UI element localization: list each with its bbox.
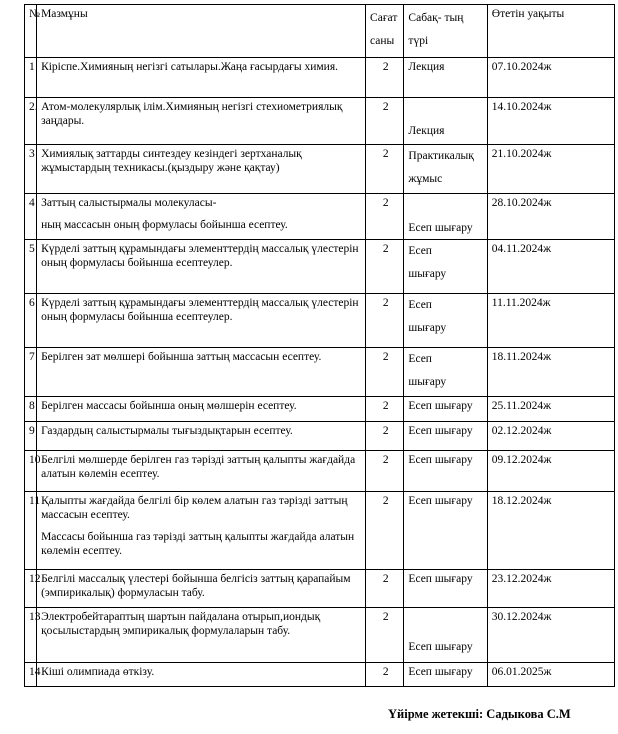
row-topic [37,240,366,294]
row-type-line-2: шығару [408,322,447,334]
header-type-line-2: түрі [408,35,429,47]
paragraph-gap [41,210,361,218]
row-topic [37,422,366,451]
table-row [25,58,615,98]
row-hours: 2 [366,294,404,348]
row-num: 4 [25,194,37,240]
row-type-text: Есеп шығару [408,222,473,234]
row-type-line-1: Есеп [408,353,432,365]
row-topic-line-2: ның массасын оның формуласы бойынша есептеу. [41,219,288,231]
table-row [25,145,615,194]
row-date: 02.12.2024ж [487,422,614,451]
row-topic [37,98,366,145]
row-type [404,397,487,422]
row-topic-text: Газдардың салыстырмалы тығыздықтарын есептеу. [41,425,293,437]
row-topic-text: Белгілі мөлшерде берілген газ тәрізді заттың қалыпты жағдайда алатын көлемін есептеу. [41,454,356,480]
row-topic [37,663,366,687]
row-topic [37,608,366,663]
row-num: 2. [25,98,37,145]
row-topic-text: Күрделі заттың құрамындағы элементтердің массалық үлестерін оның формуласы бойынша есептеулер. [41,243,359,269]
row-type-text: Есеп шығару [408,666,473,678]
row-topic-line-2: Массасы бойынша газ тәрізді заттың қалыпты жағдайда алатын көлемін есептеу. [41,531,355,557]
row-type [404,58,487,98]
header-type-line-1: Сабақ- тың [408,12,464,24]
row-type-text: Есеп шығару [408,425,473,437]
row-date: 07.10.2024ж [487,58,614,98]
header-date: Өтетін уақыты [487,5,614,58]
table-row [25,348,615,397]
table-row [25,397,615,422]
row-date: 09.12.2024ж [487,451,614,492]
row-topic-text: Химиялық заттарды синтездеу кезіндегі зертханалық жұмыстардың техникасы.(қыздыру және қақтау) [41,148,302,174]
row-type [404,492,487,570]
table-row [25,570,615,608]
row-hours: 2 [366,397,404,422]
row-topic-text: Берілген массасы бойынша оның мөлшерін есептеу. [41,400,297,412]
row-date: 30.12.2024ж [487,608,614,663]
table-row [25,294,615,348]
header-type [404,5,487,58]
table-row [25,492,615,570]
row-type [404,98,487,145]
row-num: 9 [25,422,37,451]
row-num: 6 [25,294,37,348]
row-topic [37,194,366,240]
row-hours: 2 [366,492,404,570]
table-row [25,98,615,145]
header-topic: Мазмұны [37,5,366,58]
row-date: 23.12.2024ж [487,570,614,608]
row-type-line-1: Есеп [408,245,432,257]
row-type [404,348,487,397]
row-num: 13 [25,608,37,663]
row-num: 7 [25,348,37,397]
row-hours: 2 [366,145,404,194]
row-type-line-1: Практикалық [408,150,474,162]
row-num: 12 [25,570,37,608]
header-hours-line-1: Сағат [370,12,398,24]
row-type [404,194,487,240]
club-leader-signature: Үйірме жетекшi: Садыкова С.М [388,707,571,721]
table-row [25,240,615,294]
row-date: 14.10.2024ж [487,98,614,145]
header-hours [366,5,404,58]
row-type [404,663,487,687]
row-topic [37,492,366,570]
row-type-line-2: жұмыс [408,173,443,185]
row-topic-text: Кіші олимпиада өткізу. [41,666,155,678]
row-topic-text: Электробейтараптың шартын пайдалана отырып,иондық қосылыстардың эмпирикалық формулаларын табу. [41,611,321,637]
paragraph-gap [41,522,361,530]
row-topic [37,348,366,397]
row-hours: 2 [366,194,404,240]
row-hours: 2 [366,58,404,98]
header-hours-line-2: саны [370,35,395,47]
row-num: 3 [25,145,37,194]
table-row [25,194,615,240]
row-topic [37,58,366,98]
schedule-table [24,4,615,687]
row-hours: 2 [366,98,404,145]
header-num: № [25,5,37,58]
row-num: 14 [25,663,37,687]
row-hours: 2 [366,608,404,663]
row-type [404,145,487,194]
row-hours: 2 [366,240,404,294]
row-date: 28.10.2024ж [487,194,614,240]
row-num: 8 [25,397,37,422]
row-type [404,240,487,294]
row-num: 1 [25,58,37,98]
row-date: 06.01.2025ж [487,663,614,687]
row-topic-text: Берілген зат мөлшері бойынша заттың массасын есептеу. [41,351,322,363]
row-type-line-2: шығару [408,376,447,388]
row-num: 5 [25,240,37,294]
row-topic [37,570,366,608]
table-row [25,663,615,687]
row-type [404,294,487,348]
row-type-text: Есеп шығару [408,573,473,585]
row-type-line-1: Есеп [408,299,432,311]
table-row [25,608,615,663]
row-date: 11.11.2024ж [487,294,614,348]
row-topic [37,451,366,492]
row-hours: 2 [366,422,404,451]
row-type-text: Есеп шығару [408,495,473,507]
row-topic [37,294,366,348]
row-hours: 2 [366,451,404,492]
row-topic-text: Атом-молекулярлық ілім.Химияның негізгі стехиометриялық заңдары. [41,101,343,127]
row-hours: 2 [366,570,404,608]
row-date: 04.11.2024ж [487,240,614,294]
table-row [25,422,615,451]
row-type-text: Лекция [408,125,445,137]
row-topic [37,397,366,422]
row-type-text: Лекция [408,61,445,73]
row-type-text: Есеп шығару [408,400,473,412]
row-num: 11 [25,492,37,570]
row-type-text: Есеп шығару [408,454,473,466]
row-type-text: Есеп шығару [408,641,473,653]
row-date: 21.10.2024ж [487,145,614,194]
row-type [404,608,487,663]
row-date: 18.11.2024ж [487,348,614,397]
row-topic-text: Кіріспе.Химияның негізгі сатылары.Жаңа ғасырдағы химия. [41,61,338,73]
row-topic-line-1: Қалыпты жағдайда белгілі бір көлем алатын газ тәрізді заттың массасын есептеу. [41,495,348,521]
row-type [404,451,487,492]
row-type [404,422,487,451]
row-hours: 2 [366,348,404,397]
row-topic-text: Күрделі заттың құрамындағы элементтердің массалық үлестерін оның формуласы бойынша есептеулер. [41,297,359,323]
row-date: 18.12.2024ж [487,492,614,570]
row-type-line-2: шығару [408,268,447,280]
row-hours: 2 [366,663,404,687]
row-topic-line-1: Заттың салыстырмалы молекуласы- [41,197,217,209]
row-date: 25.11.2024ж [487,397,614,422]
row-num: 10 [25,451,37,492]
table-row [25,451,615,492]
row-topic-text: Белгілі массалық үлестері бойынша белгісіз заттың қарапайым (эмпирикалық) формуласын табу. [41,573,351,599]
header-row [25,5,615,58]
row-topic [37,145,366,194]
row-type [404,570,487,608]
